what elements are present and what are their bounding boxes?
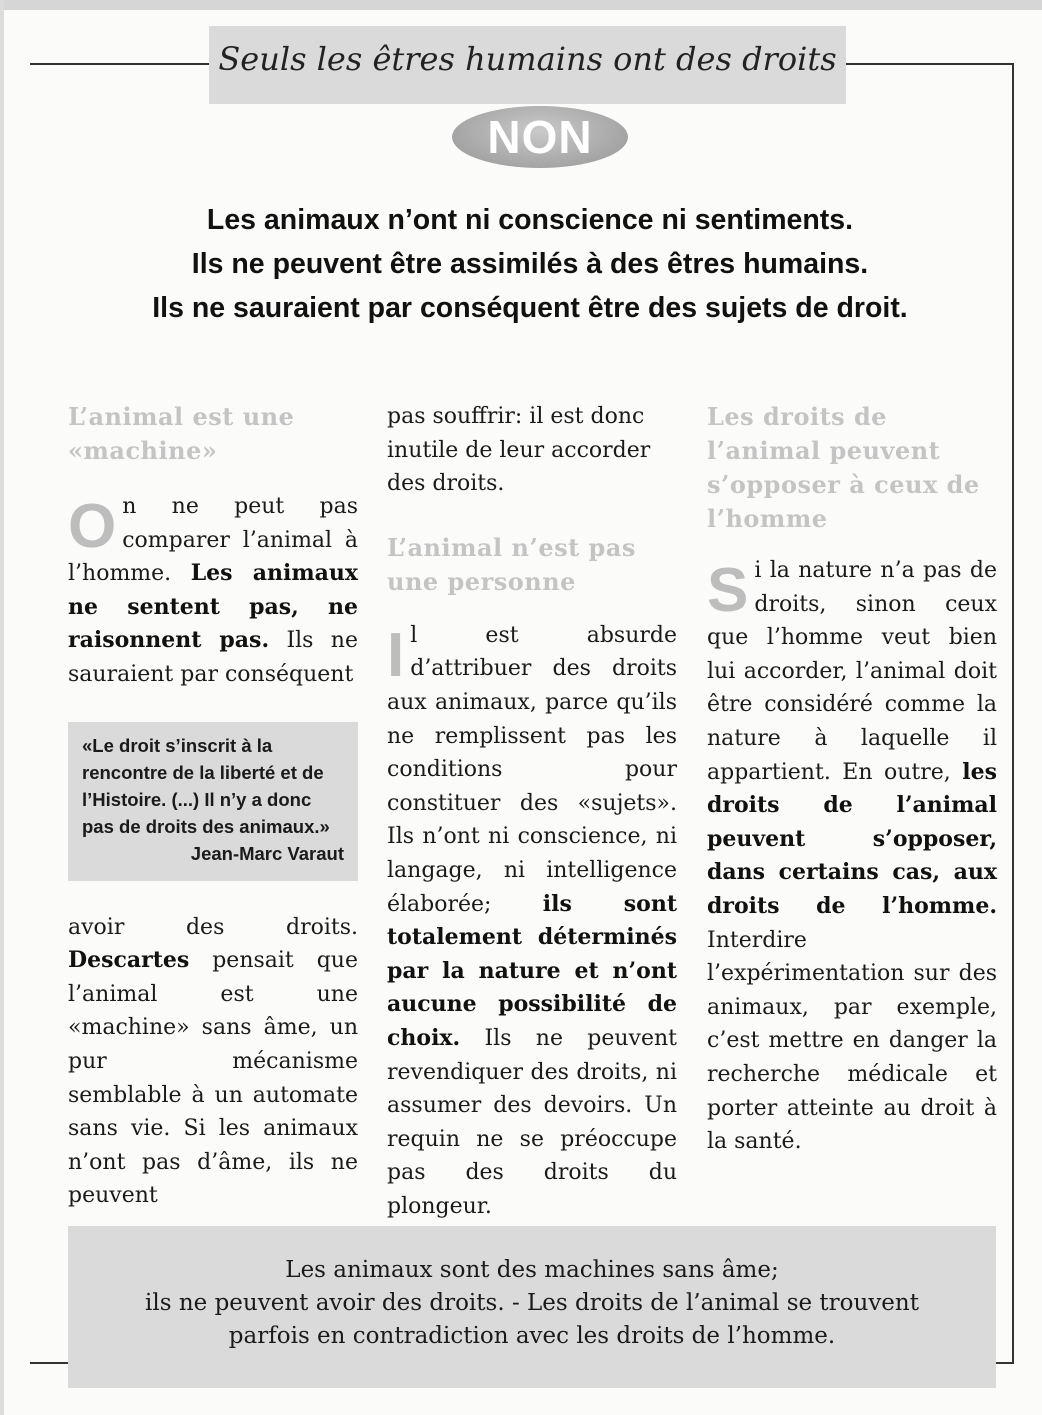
text-run: i la nature n’a pas de droits, sinon ceux que l’homme veut bien lui accorder, l’animal doit être considéré comme la nature à laquelle il appartient. En outre, bbox=[707, 558, 997, 785]
quote-author: Jean-Marc Varaut bbox=[190, 842, 344, 864]
lead-line: Ils ne sauraient par conséquent être des sujets de droit. bbox=[152, 292, 908, 324]
bold-text: Descartes bbox=[68, 947, 190, 974]
column-1 bbox=[68, 400, 358, 1213]
text-run: pensait que l’animal est une «machine» sans âme, un pur mécanisme semblable à un automate sans vie. Si les animaux n’ont pas d’âme, ils ne peuvent bbox=[68, 948, 358, 1209]
text-run: avoir des droits. bbox=[68, 914, 358, 940]
summary-line: Les animaux sont des machines sans âme; bbox=[285, 1257, 779, 1283]
dropcap: O bbox=[68, 492, 117, 561]
frame-line-bottom-left bbox=[30, 1362, 68, 1364]
quote-box bbox=[68, 722, 358, 881]
lead-statement bbox=[60, 198, 1000, 330]
text-run: Interdire l’expérimentation sur des animaux, par exemple, c’est mettre en danger la recherche médicale et porter atteinte au droit à la santé. bbox=[707, 927, 997, 1155]
text-run: Ils ne sauraient par conséquent bbox=[68, 628, 358, 687]
summary-text bbox=[68, 1254, 996, 1353]
page-left-edge bbox=[0, 0, 4, 1415]
summary-line: parfois en contradiction avec les droits de l’homme. bbox=[228, 1323, 836, 1349]
column-2-paragraph-1 bbox=[387, 619, 677, 1224]
lead-line: Ils ne peuvent être assimilés à des êtres humains. bbox=[191, 248, 869, 280]
dropcap: S bbox=[707, 556, 749, 625]
quote-text: «Le droit s’inscrit à la rencontre de la liberté et de l’Histoire. (...) Il n’y a donc pas de droits des animaux.» bbox=[82, 734, 330, 837]
column-3-paragraph-1 bbox=[707, 554, 997, 1159]
text-run: n ne peut pas comparer l’animal à l’homme. bbox=[68, 494, 358, 587]
column-3-heading: Les droits de l’animal peuvent s’opposer à ceux de l’homme bbox=[707, 402, 980, 533]
frame-line-top-left bbox=[30, 63, 210, 65]
text-run: l est absurde d’attribuer des droits aux animaux, parce qu’ils ne remplissent pas les conditions pour constituer des «sujets». Ils n’ont ni conscience, ni langage, ni intelligence élaborée; bbox=[387, 622, 677, 917]
column-2-paragraph-0: pas souffrir: il est donc inutile de leur accorder des droits. bbox=[387, 404, 651, 497]
page-top-edge bbox=[0, 0, 1042, 10]
column-2 bbox=[387, 400, 677, 1223]
frame-line-top-right bbox=[846, 63, 1014, 65]
dropcap: I bbox=[387, 620, 405, 690]
lead-line: Les animaux n’ont ni conscience ni sentiments. bbox=[206, 204, 854, 236]
page-title: Seuls les êtres humains ont des droits bbox=[218, 40, 837, 78]
non-badge: NON bbox=[452, 106, 628, 168]
column-1-heading: L’animal est une «machine» bbox=[68, 402, 295, 465]
bold-text: les droits de l’animal peuvent s’opposer, dans certains cas, aux droits de l’homme. bbox=[707, 758, 997, 919]
column-1-paragraph-1 bbox=[68, 490, 358, 692]
frame-line-right bbox=[1012, 63, 1014, 1363]
column-3 bbox=[707, 400, 997, 1159]
column-2-heading: L’animal n’est pas une personne bbox=[387, 532, 636, 596]
bold-text: Les animaux ne sentent pas, ne raisonnent pas. bbox=[68, 560, 358, 654]
text-run: Ils ne peuvent revendiquer des droits, ni assumer des devoirs. Un requin ne se préoccupe pas des droits du plongeur. bbox=[387, 1025, 677, 1219]
frame-line-bottom-right bbox=[996, 1362, 1014, 1364]
column-1-paragraph-2 bbox=[68, 911, 358, 1213]
summary-line: ils ne peuvent avoir des droits. - Les droits de l’animal se trouvent bbox=[145, 1290, 919, 1316]
bold-text: ils sont totalement déterminés par la nature et n’ont aucune possibilité de choix. bbox=[387, 890, 677, 1051]
